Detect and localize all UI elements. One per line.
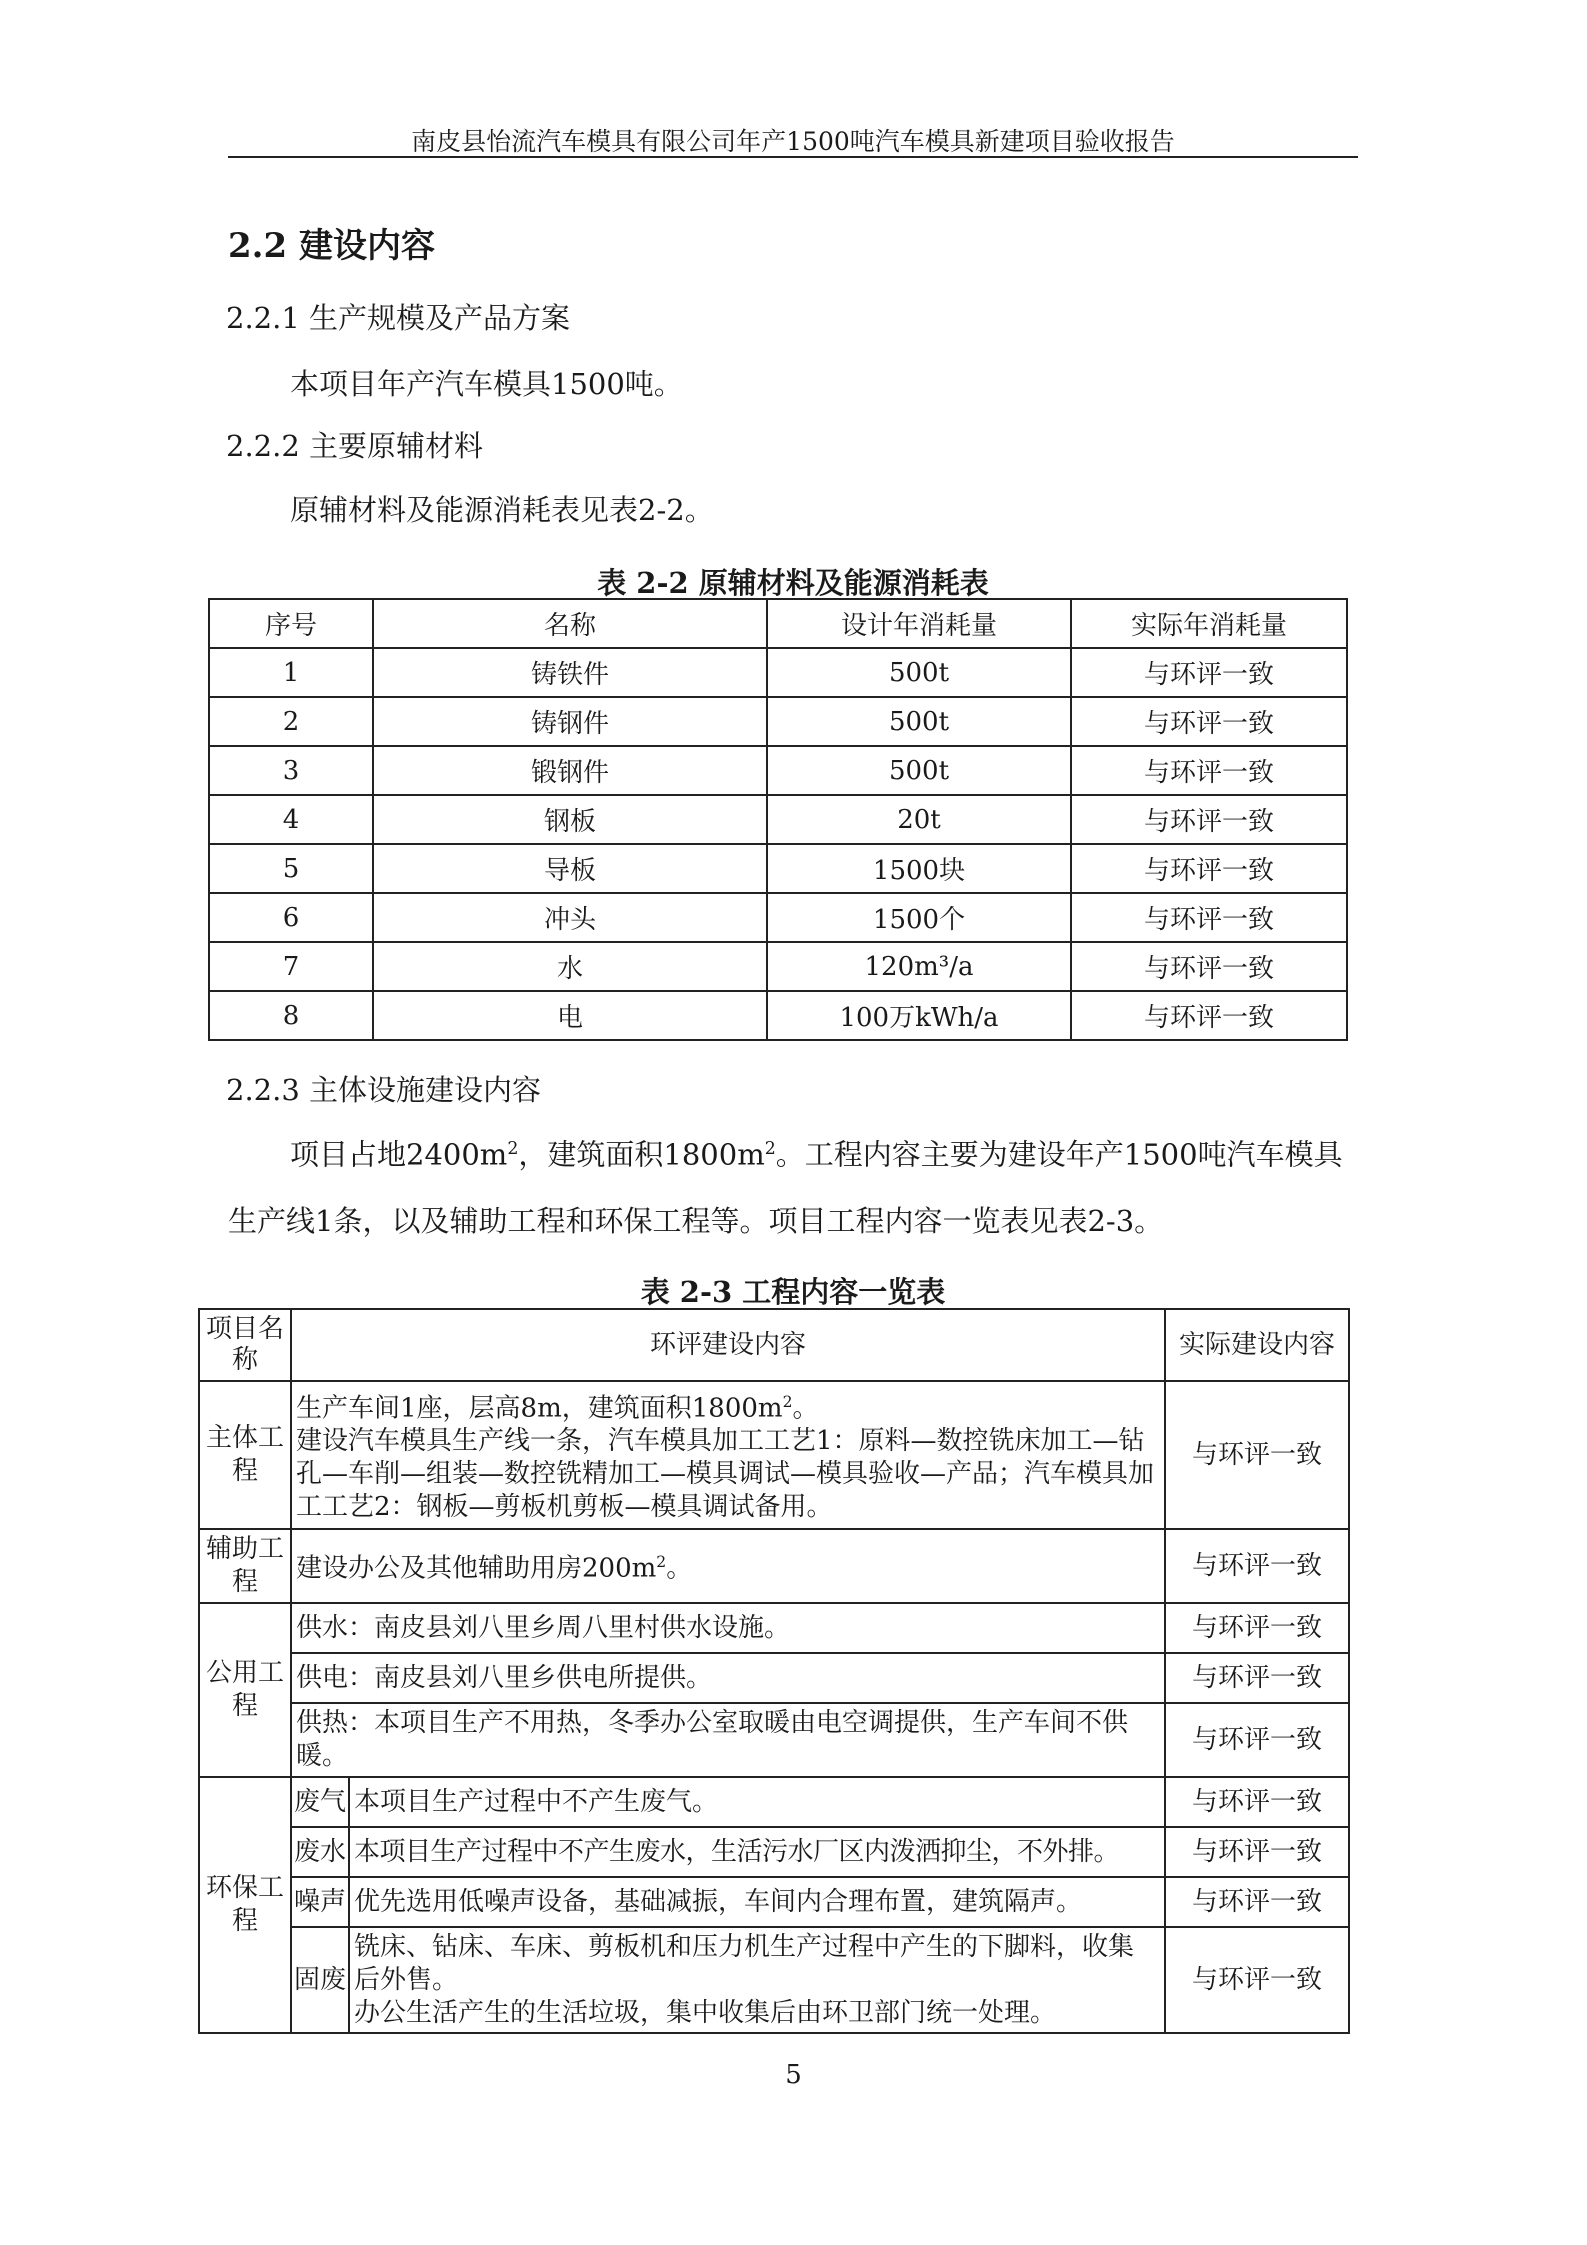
section-heading: 2.2 建设内容 (228, 226, 435, 266)
table-row-env (199, 1927, 1349, 2033)
cell-design: 1500块 (767, 844, 1071, 893)
project-content-table (198, 1308, 1350, 2034)
cell-name: 电 (373, 991, 767, 1040)
cell-index: 7 (209, 942, 373, 991)
cell-actual: 与环评一致 (1165, 1827, 1349, 1877)
table-row-public (199, 1603, 1349, 1653)
text-part: 。 (792, 1393, 819, 1424)
cell-actual: 与环评一致 (1071, 697, 1347, 746)
cell-env-type: 噪声 (291, 1877, 349, 1927)
subsection-2-2-2-text: 原辅材料及能源消耗表见表2-2。 (290, 493, 714, 527)
cell-env-type: 废水 (291, 1827, 349, 1877)
table-row-main (199, 1381, 1349, 1529)
cell-actual: 与环评一致 (1071, 648, 1347, 697)
text-part: ，建筑面积1800m (518, 1137, 765, 1172)
cell-index: 6 (209, 893, 373, 942)
col-header-item: 项目名称 (199, 1309, 291, 1381)
table-row (209, 795, 1347, 844)
cell-name: 锻钢件 (373, 746, 767, 795)
cell-index: 3 (209, 746, 373, 795)
cell-actual: 与环评一致 (1165, 1603, 1349, 1653)
col-header-eia: 环评建设内容 (291, 1309, 1165, 1381)
cell-index: 8 (209, 991, 373, 1040)
table-row-env (199, 1827, 1349, 1877)
table-row (209, 697, 1347, 746)
page-number: 5 (785, 2060, 802, 2090)
table-row (209, 648, 1347, 697)
table-row (209, 746, 1347, 795)
cell-design: 120m³/a (767, 942, 1071, 991)
text-part: 建设办公及其他辅助用房200m (296, 1553, 657, 1584)
col-header-actual: 实际年消耗量 (1071, 599, 1347, 648)
subsection-2-2-3: 2.2.3 主体设施建设内容 (226, 1073, 542, 1107)
cell-actual: 与环评一致 (1165, 1529, 1349, 1603)
cell-actual: 与环评一致 (1165, 1381, 1349, 1529)
cell-env-type: 固废 (291, 1927, 349, 2033)
cell-index: 2 (209, 697, 373, 746)
col-header-actual: 实际建设内容 (1165, 1309, 1349, 1381)
cell-eia-content: 本项目生产过程中不产生废气。 (349, 1777, 1165, 1827)
text-part: 建设汽车模具生产线一条，汽车模具加工工艺1：原料—数控铣床加工—钻孔—车削—组装—数控铣精加工—模具调试—模具验收—产品；汽车模具加工工艺2：钢板—剪板机剪板—模具调试备用。 (296, 1426, 1155, 1523)
cell-design: 20t (767, 795, 1071, 844)
col-header-design: 设计年消耗量 (767, 599, 1071, 648)
cell-item-name: 环保工程 (199, 1777, 291, 2033)
cell-eia-content: 供热：本项目生产不用热，冬季办公室取暖由电空调提供，生产车间不供暖。 (291, 1703, 1165, 1777)
cell-item-name: 主体工程 (199, 1381, 291, 1529)
table-2-3-caption: 表 2-3 工程内容一览表 (640, 1275, 946, 1309)
cell-actual: 与环评一致 (1071, 795, 1347, 844)
cell-design: 500t (767, 648, 1071, 697)
subsection-2-2-2: 2.2.2 主要原辅材料 (226, 429, 484, 463)
cell-name: 铸钢件 (373, 697, 767, 746)
cell-design: 500t (767, 746, 1071, 795)
superscript: 2 (656, 1553, 667, 1572)
table-row (209, 991, 1347, 1040)
cell-env-type: 废气 (291, 1777, 349, 1827)
table-row (209, 893, 1347, 942)
subsection-2-2-3-text (228, 1116, 1358, 1254)
materials-table (208, 598, 1348, 1041)
table-header-row (209, 599, 1347, 648)
subsection-2-2-1-text: 本项目年产汽车模具1500吨。 (290, 367, 683, 401)
cell-design: 500t (767, 697, 1071, 746)
cell-actual: 与环评一致 (1071, 844, 1347, 893)
cell-actual: 与环评一致 (1165, 1927, 1349, 2033)
text-part: 办公生活产生的生活垃圾，集中收集后由环卫部门统一处理。 (354, 1997, 1057, 2028)
cell-index: 1 (209, 648, 373, 697)
cell-actual: 与环评一致 (1071, 942, 1347, 991)
table-row-aux (199, 1529, 1349, 1603)
cell-name: 导板 (373, 844, 767, 893)
superscript: 2 (764, 1139, 776, 1159)
table-row-env (199, 1877, 1349, 1927)
text-part: 生产车间1座，层高8m，建筑面积1800m (296, 1393, 783, 1424)
table-row (209, 942, 1347, 991)
cell-eia-content (291, 1529, 1165, 1603)
running-header: 南皮县怡流汽车模具有限公司年产1500吨汽车模具新建项目验收报告 (411, 127, 1175, 156)
subsection-2-2-1: 2.2.1 生产规模及产品方案 (226, 301, 571, 335)
cell-actual: 与环评一致 (1071, 991, 1347, 1040)
superscript: 2 (507, 1139, 519, 1159)
table-row-public (199, 1703, 1349, 1777)
cell-actual: 与环评一致 (1165, 1653, 1349, 1703)
table-row-public (199, 1653, 1349, 1703)
cell-index: 5 (209, 844, 373, 893)
cell-eia-content: 本项目生产过程中不产生废水，生活污水厂区内泼洒抑尘，不外排。 (349, 1827, 1165, 1877)
text-part: 项目占地2400m (290, 1137, 508, 1172)
text-part: 。 (666, 1553, 693, 1584)
cell-actual: 与环评一致 (1071, 746, 1347, 795)
table-2-2-caption: 表 2-2 原辅材料及能源消耗表 (597, 566, 989, 600)
cell-item-name: 辅助工程 (199, 1529, 291, 1603)
superscript: 2 (782, 1392, 793, 1411)
cell-name: 水 (373, 942, 767, 991)
cell-actual: 与环评一致 (1165, 1877, 1349, 1927)
text-part: 铣床、钻床、车床、剪板机和压力机生产过程中产生的下脚料，收集后外售。 (354, 1931, 1135, 1995)
cell-design: 100万kWh/a (767, 991, 1071, 1040)
cell-name: 钢板 (373, 795, 767, 844)
cell-name: 铸铁件 (373, 648, 767, 697)
header-rule (228, 156, 1358, 158)
cell-eia-content (291, 1381, 1165, 1529)
cell-eia-content: 供电：南皮县刘八里乡供电所提供。 (291, 1653, 1165, 1703)
col-header-name: 名称 (373, 599, 767, 648)
table-header-row (199, 1309, 1349, 1381)
cell-design: 1500个 (767, 893, 1071, 942)
cell-actual: 与环评一致 (1165, 1777, 1349, 1827)
cell-actual: 与环评一致 (1071, 893, 1347, 942)
cell-eia-content: 优先选用低噪声设备，基础减振，车间内合理布置，建筑隔声。 (349, 1877, 1165, 1927)
cell-actual: 与环评一致 (1165, 1703, 1349, 1777)
cell-item-name: 公用工程 (199, 1603, 291, 1777)
cell-eia-content (349, 1927, 1165, 2033)
table-row-env (199, 1777, 1349, 1827)
cell-name: 冲头 (373, 893, 767, 942)
cell-index: 4 (209, 795, 373, 844)
text-part: 。工程内容主要为建设年产1500吨汽车模具生产线1条，以及辅助工程和环保工程等。项目工程内容一览表见表2-3。 (228, 1137, 1343, 1238)
table-row (209, 844, 1347, 893)
cell-eia-content: 供水：南皮县刘八里乡周八里村供水设施。 (291, 1603, 1165, 1653)
col-header-index: 序号 (209, 599, 373, 648)
